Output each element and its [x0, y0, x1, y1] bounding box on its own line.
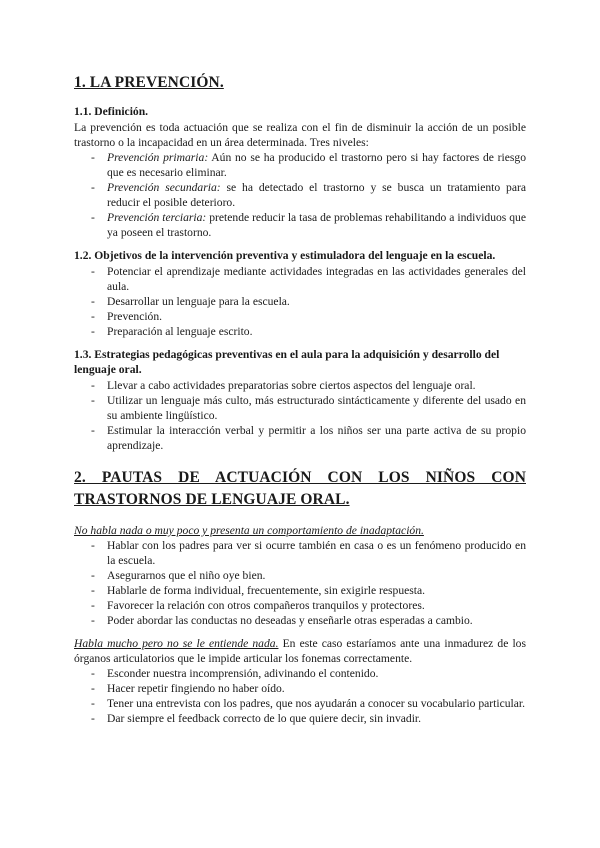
list-item — [74, 393, 526, 423]
case-1-heading-text: No habla nada o muy poco y presenta un comportamiento de inadaptación. — [74, 524, 424, 537]
bullet-dash: - — [91, 599, 95, 612]
bullet-dash: - — [91, 325, 95, 338]
bullet-dash: - — [91, 584, 95, 597]
list-item — [74, 180, 526, 210]
list-item — [74, 711, 526, 726]
bullet-dash: - — [91, 569, 95, 582]
subsection-1-3-heading: 1.3. Estrategias pedagógicas preventivas en el aula para la adquisición y desarrollo del lenguaje oral. — [74, 348, 500, 376]
list-item — [74, 696, 526, 711]
list-item — [74, 264, 526, 294]
term: Prevención terciaria: — [107, 211, 207, 224]
list-item — [74, 210, 526, 240]
item-text: se ha detectado el trastorno y se busca un tratamiento para reducir el posible deterioro. — [107, 181, 527, 209]
bullet-dash: - — [91, 682, 95, 695]
subsection-1-2-heading: 1.2. Objetivos de la intervención preventiva y estimuladora del lenguaje en la escuela. — [74, 249, 496, 262]
term: Prevención secundaria: — [107, 181, 221, 194]
bullet-dash: - — [91, 712, 95, 725]
case-2-list — [74, 666, 526, 726]
item-text: Poder abordar las conductas no deseadas y enseñarle otras esperadas a cambio. — [107, 614, 473, 627]
item-text: Prevención. — [107, 310, 163, 323]
bullet-dash: - — [91, 614, 95, 627]
case-2-heading: Habla mucho pero no se le entiende nada. — [74, 637, 279, 650]
section-1-title: 1. LA PREVENCIÓN. — [74, 74, 224, 91]
list-item — [74, 294, 526, 309]
bullet-dash: - — [91, 265, 95, 278]
bullet-dash: - — [91, 394, 95, 407]
subsection-1-1-heading: 1.1. Definición. — [74, 105, 149, 118]
item-text: Hacer repetir fingiendo no haber oído. — [107, 682, 285, 695]
item-text: Esconder nuestra incomprensión, adivinando el contenido. — [107, 667, 379, 680]
bullet-dash: - — [91, 379, 95, 392]
list-item — [74, 538, 526, 568]
bullet-dash: - — [91, 151, 95, 164]
section-2-title-line-2: TRASTORNOS DE LENGUAJE ORAL. — [74, 491, 350, 508]
item-text: Estimular la interacción verbal y permitir a los niños ser una parte activa de su propio aprendizaje. — [107, 424, 526, 452]
item-text: Desarrollar un lenguaje para la escuela. — [107, 295, 290, 308]
list-item — [74, 613, 526, 628]
bullet-dash: - — [91, 211, 95, 224]
list-item — [74, 423, 526, 453]
list-item — [74, 309, 526, 324]
list-item — [74, 666, 526, 681]
prevention-levels-list — [74, 150, 526, 240]
section-2-title — [74, 467, 526, 511]
case-1-heading — [74, 523, 526, 538]
item-text: Llevar a cabo actividades preparatorias sobre ciertos aspectos del lenguaje oral. — [107, 379, 476, 392]
item-text: Aún no se ha producido el trastorno pero si hay factores de riesgo que es necesario eliminar. — [107, 151, 526, 179]
item-text: Hablarle de forma individual, frecuentemente, sin exigirle respuesta. — [107, 584, 426, 597]
list-item — [74, 324, 526, 339]
list-item — [74, 583, 526, 598]
bullet-dash: - — [91, 310, 95, 323]
item-text: Utilizar un lenguaje más culto, más estructurado sintácticamente y diferente del usado en su ambiente lingüístico. — [107, 394, 526, 422]
case-2-paragraph — [74, 636, 526, 666]
case-1-list — [74, 538, 526, 628]
item-text: Asegurarnos que el niño oye bien. — [107, 569, 266, 582]
strategies-list — [74, 378, 526, 453]
bullet-dash: - — [91, 667, 95, 680]
item-text: Preparación al lenguaje escrito. — [107, 325, 253, 338]
bullet-dash: - — [91, 697, 95, 710]
list-item — [74, 598, 526, 613]
item-text: Tener una entrevista con los padres, que nos ayudarán a conocer su vocabulario particular. — [107, 697, 526, 710]
definition-paragraph: La prevención es toda actuación que se realiza con el fin de disminuir la acción de un posible trastorno o la incapacidad en un área determinada. Tres niveles: — [74, 121, 526, 149]
bullet-dash: - — [91, 424, 95, 437]
list-item — [74, 378, 526, 393]
item-text: Hablar con los padres para ver si ocurre también en casa o es un fenómeno producido en la escuela. — [107, 539, 526, 567]
case-2-intro: En este caso estaríamos ante una inmadurez de los órganos articulatorios que le impide articular los fonemas correctamente. — [74, 637, 526, 665]
bullet-dash: - — [91, 181, 95, 194]
bullet-dash: - — [91, 295, 95, 308]
objectives-list — [74, 264, 526, 339]
item-text: Dar siempre el feedback correcto de lo que quiere decir, sin invadir. — [107, 712, 422, 725]
bullet-dash: - — [91, 539, 95, 552]
item-text: Favorecer la relación con otros compañeros tranquilos y protectores. — [107, 599, 425, 612]
list-item — [74, 150, 526, 180]
list-item — [74, 568, 526, 583]
list-item — [74, 681, 526, 696]
section-2-title-line-1: 2. PAUTAS DE ACTUACIÓN CON LOS NIÑOS CON — [74, 469, 526, 486]
item-text: Potenciar el aprendizaje mediante actividades integradas en las actividades generales del aula. — [107, 265, 526, 293]
term: Prevención primaria: — [107, 151, 209, 164]
item-text: pretende reducir la tasa de problemas rehabilitando a individuos que ya poseen el trastorno. — [107, 211, 526, 239]
